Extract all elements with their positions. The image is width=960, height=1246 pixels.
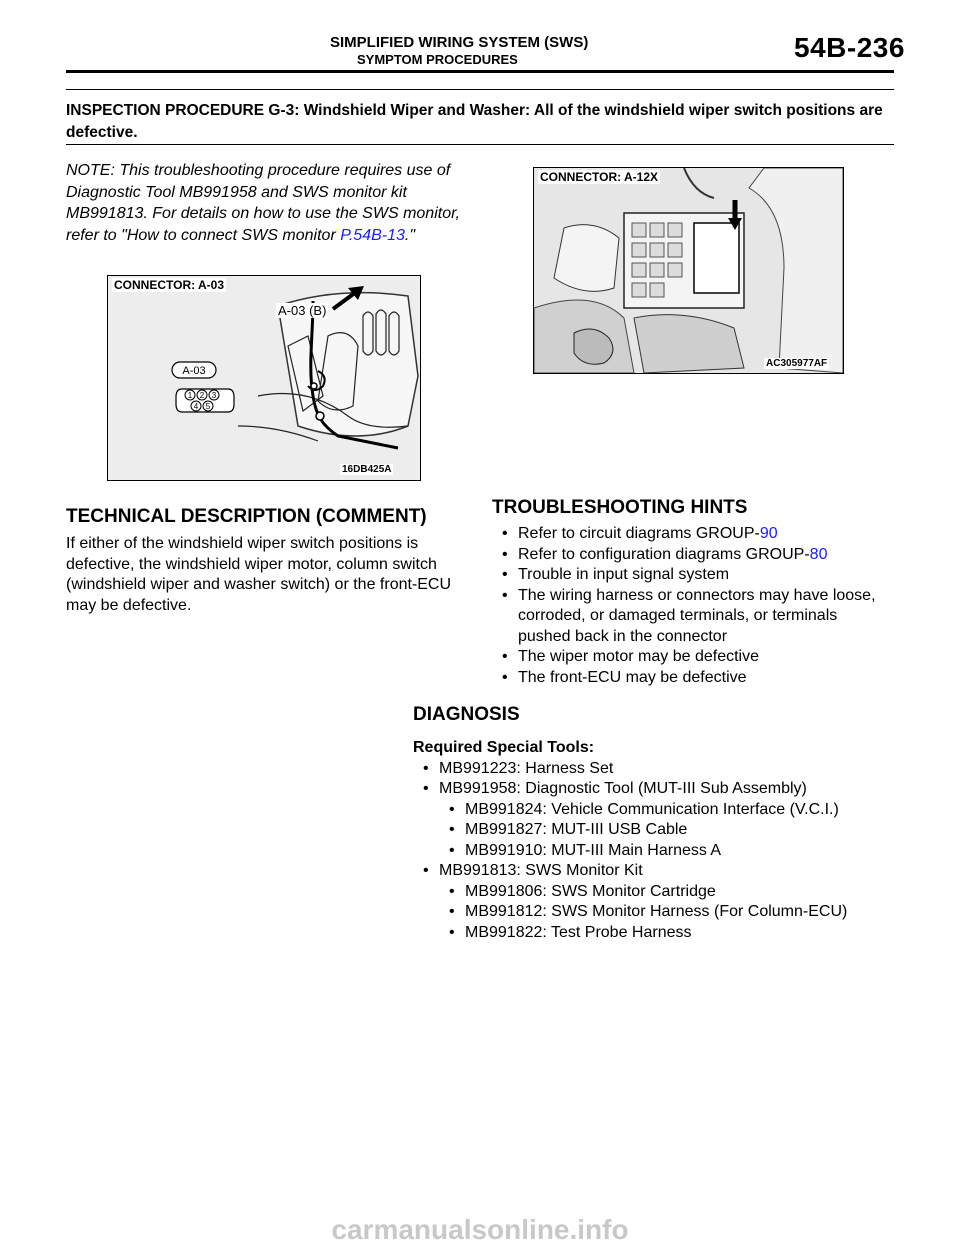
technical-heading: TECHNICAL DESCRIPTION (COMMENT) — [66, 506, 427, 527]
hint-item — [492, 524, 894, 545]
tool-subitem: • MB991827: MUT-III USB Cable — [439, 820, 894, 841]
hint-text: The front-ECU may be defective — [518, 668, 747, 686]
hint-link[interactable]: 80 — [809, 545, 828, 563]
connector-figure-a03 — [107, 275, 421, 481]
figure-right-id: AC305977AF — [766, 358, 828, 369]
engine-bay-illustration — [108, 276, 420, 480]
hint-text: The wiper motor may be defective — [518, 648, 759, 665]
procedure-title: INSPECTION PROCEDURE G-3: Windshield Wiper and Washer: All of the windshield wiper switch positions are defective. — [66, 102, 883, 141]
tool-item — [413, 861, 894, 943]
hint-text: Trouble in input signal system — [518, 566, 730, 583]
hints-list — [492, 524, 894, 688]
diagnosis-heading: DIAGNOSIS — [413, 704, 520, 725]
tool-sublist — [439, 882, 894, 944]
note-end: ." — [404, 226, 416, 244]
tool-subitem: • MB991822: Test Probe Harness — [439, 923, 894, 944]
tool-item — [413, 779, 894, 861]
tool-subitem: • MB991910: MUT-III Main Harness A — [439, 841, 894, 862]
tools-label: Required Special Tools: — [413, 739, 595, 756]
note-paragraph — [66, 160, 476, 246]
relay-box-photo — [534, 168, 843, 373]
connector-figure-a12x — [533, 167, 844, 374]
hint-link[interactable]: 90 — [759, 525, 778, 542]
hint-text: Refer to circuit diagrams GROUP- — [518, 525, 760, 542]
pin-2: 2 — [199, 391, 205, 400]
page-number: 54B-236 — [794, 32, 905, 63]
figure-left-id: 16DB425A — [342, 464, 392, 475]
hint-item — [492, 668, 894, 689]
pin-5: 5 — [205, 402, 211, 411]
hint-text: Refer to configuration diagrams GROUP- — [518, 545, 810, 563]
header-title: SIMPLIFIED WIRING SYSTEM (SWS) — [330, 34, 589, 51]
tools-list — [413, 759, 894, 944]
hints-section — [492, 497, 894, 688]
tool-item — [413, 759, 894, 780]
tool-text: MB991813: SWS Monitor Kit — [439, 862, 643, 879]
tool-text: MB991223: Harness Set — [439, 759, 614, 777]
technical-section — [66, 506, 466, 616]
note-link[interactable]: P.54B-13 — [340, 226, 405, 244]
tool-subitem: • MB991806: SWS Monitor Cartridge — [439, 882, 894, 903]
header-rule — [66, 70, 894, 73]
tool-text: MB991958: Diagnostic Tool (MUT-III Sub Assembly) — [439, 780, 807, 797]
figure-left-label: CONNECTOR: A-03 — [114, 278, 225, 292]
section-rule-top — [66, 89, 894, 90]
tool-subitem: • MB991824: Vehicle Communication Interface (V.C.I.) — [439, 800, 894, 821]
connector-code-label: A-03 — [182, 365, 206, 377]
hint-item — [492, 586, 894, 648]
footer-watermark[interactable]: carmanualsonline.info — [331, 1214, 629, 1245]
tool-sublist — [439, 800, 894, 862]
hints-heading: TROUBLESHOOTING HINTS — [492, 497, 748, 518]
pin-1: 1 — [187, 391, 193, 400]
pin-3: 3 — [211, 391, 217, 400]
technical-body: If either of the windshield wiper switch positions is defective, the windshield wiper motor, column switch (windshield wiper and washer switch) or the front-ECU may be defective. — [66, 535, 452, 614]
callout-a03b: A-03 (B) — [278, 303, 327, 318]
figure-right-label: CONNECTOR: A-12X — [540, 170, 659, 184]
hint-item — [492, 565, 894, 586]
tool-subitem: • MB991812: SWS Monitor Harness (For Column-ECU) — [439, 902, 894, 923]
header-subtitle: SYMPTOM PROCEDURES — [357, 52, 518, 67]
diagnosis-section — [413, 704, 894, 943]
section-rule-bottom — [66, 144, 894, 145]
pin-4: 4 — [193, 402, 199, 411]
hint-item — [492, 647, 894, 668]
hint-text: The wiring harness or connectors may have loose, corroded, or damaged terminals, or terminals pushed back in the connector — [518, 586, 876, 645]
hint-item — [492, 545, 894, 566]
note-text: NOTE: This troubleshooting procedure requires use of Diagnostic Tool MB991958 and SWS monitor kit MB991813. For details on how to use the SWS monitor, refer to "How to connect SWS monitor — [66, 162, 460, 244]
